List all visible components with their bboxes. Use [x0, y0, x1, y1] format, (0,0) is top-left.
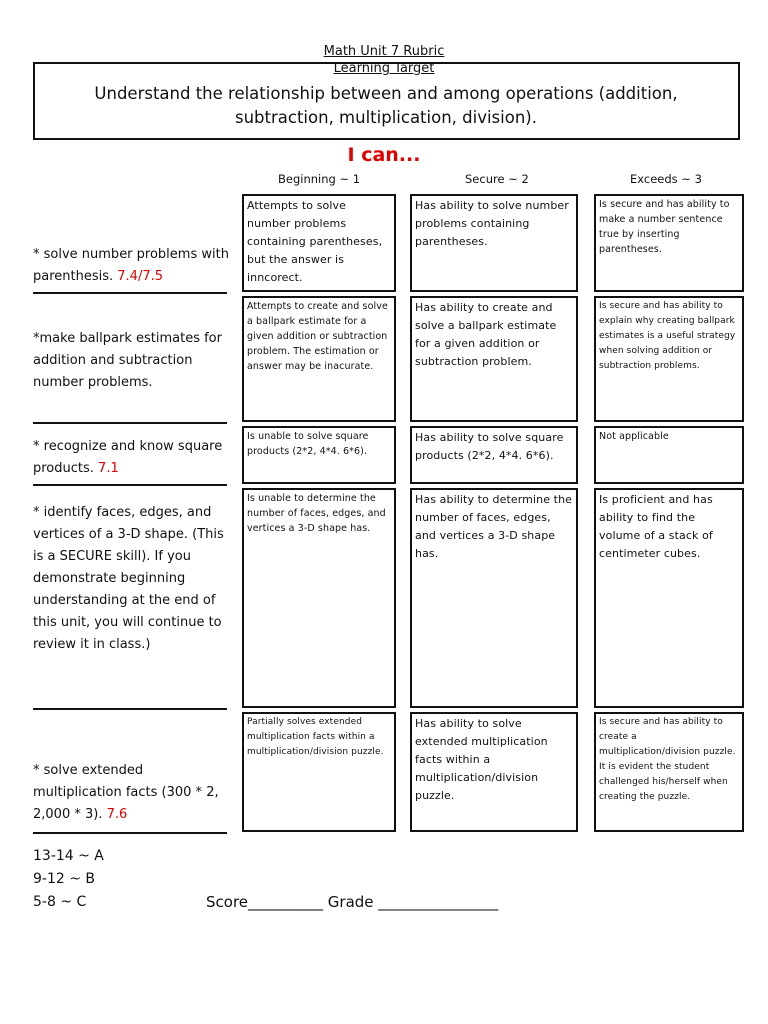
learning-target-text: Understand the relationship between and among operations (addition, subtraction, multiplication, division). [94, 84, 678, 127]
row-divider [33, 708, 227, 710]
cell-exceeds: Is secure and has ability to create a multiplication/division puzzle. It is evident the student challenged his/herself when creating the puzzle. [594, 712, 744, 832]
rubric-title: Math Unit 7 Rubric [323, 44, 445, 59]
cell-exceeds: Is secure and has ability to explain why creating ballpark estimates is a useful strategy when solving addition or subtraction problems. [594, 296, 744, 422]
row-divider [33, 832, 227, 834]
standard-ref: 7.1 [98, 461, 119, 476]
cell-secure: Has ability to solve extended multiplication facts within a multiplication/division puzzle. [410, 712, 578, 832]
cell-beginning: Attempts to solve number problems containing parentheses, but the answer is inncorect. [242, 194, 396, 292]
grade-scale-a: 13-14 ~ A [33, 848, 104, 864]
grade-scale-c: 5-8 ~ C [33, 894, 87, 910]
row-label-3d-shapes: * identify faces, edges, and vertices of a 3-D shape. (This is a SECURE skill). If you demonstrate beginning understanding at the end of this unit, you will continue to review it in class.) [33, 505, 224, 652]
cell-exceeds: Is proficient and has ability to find the volume of a stack of centimeter cubes. [594, 488, 744, 708]
standard-ref: 7.4/7.5 [117, 269, 164, 284]
cell-beginning: Attempts to create and solve a ballpark estimate for a given addition or subtraction problem. The estimation or answer may be inacurate. [242, 296, 396, 422]
cell-secure: Has ability to solve number problems containing parentheses. [410, 194, 578, 292]
row-divider [33, 484, 227, 486]
cell-beginning: Partially solves extended multiplication facts within a multiplication/division puzzle. [242, 712, 396, 832]
row-divider [33, 422, 227, 424]
cell-exceeds: Not applicable [594, 426, 744, 484]
row-label-parenthesis: * solve number problems with parenthesis. 7.4/7.5 [33, 247, 229, 284]
column-beginning: Beginning ~ 1 [278, 172, 361, 186]
learning-target-heading: Learning Target [333, 61, 435, 76]
column-exceeds: Exceeds ~ 3 [630, 172, 702, 186]
cell-exceeds: Is secure and has ability to make a number sentence true by inserting parentheses. [594, 194, 744, 292]
row-label-square: * recognize and know square products. 7.1 [33, 439, 223, 476]
row-label-ballpark: *make ballpark estimates for addition and subtraction number problems. [33, 331, 222, 390]
cell-secure: Has ability to solve square products (2*2, 4*4. 6*6). [410, 426, 578, 484]
i-can-heading: I can... [347, 144, 421, 166]
cell-beginning: Is unable to solve square products (2*2, 4*4. 6*6). [242, 426, 396, 484]
standard-ref: 7.6 [106, 807, 128, 822]
cell-secure: Has ability to determine the number of faces, edges, and vertices a 3-D shape has. [410, 488, 578, 708]
score-grade-line: Score__________ Grade ________________ [206, 893, 499, 911]
cell-secure: Has ability to create and solve a ballpark estimate for a given addition or subtraction problem. [410, 296, 578, 422]
column-secure: Secure ~ 2 [465, 172, 529, 186]
row-label-multiplication: * solve extended multiplication facts (300 * 2, 2,000 * 3). 7.6 [33, 763, 219, 822]
row-divider [33, 292, 227, 294]
cell-beginning: Is unable to determine the number of faces, edges, and vertices a 3-D shape has. [242, 488, 396, 708]
grade-scale-b: 9-12 ~ B [33, 871, 96, 887]
